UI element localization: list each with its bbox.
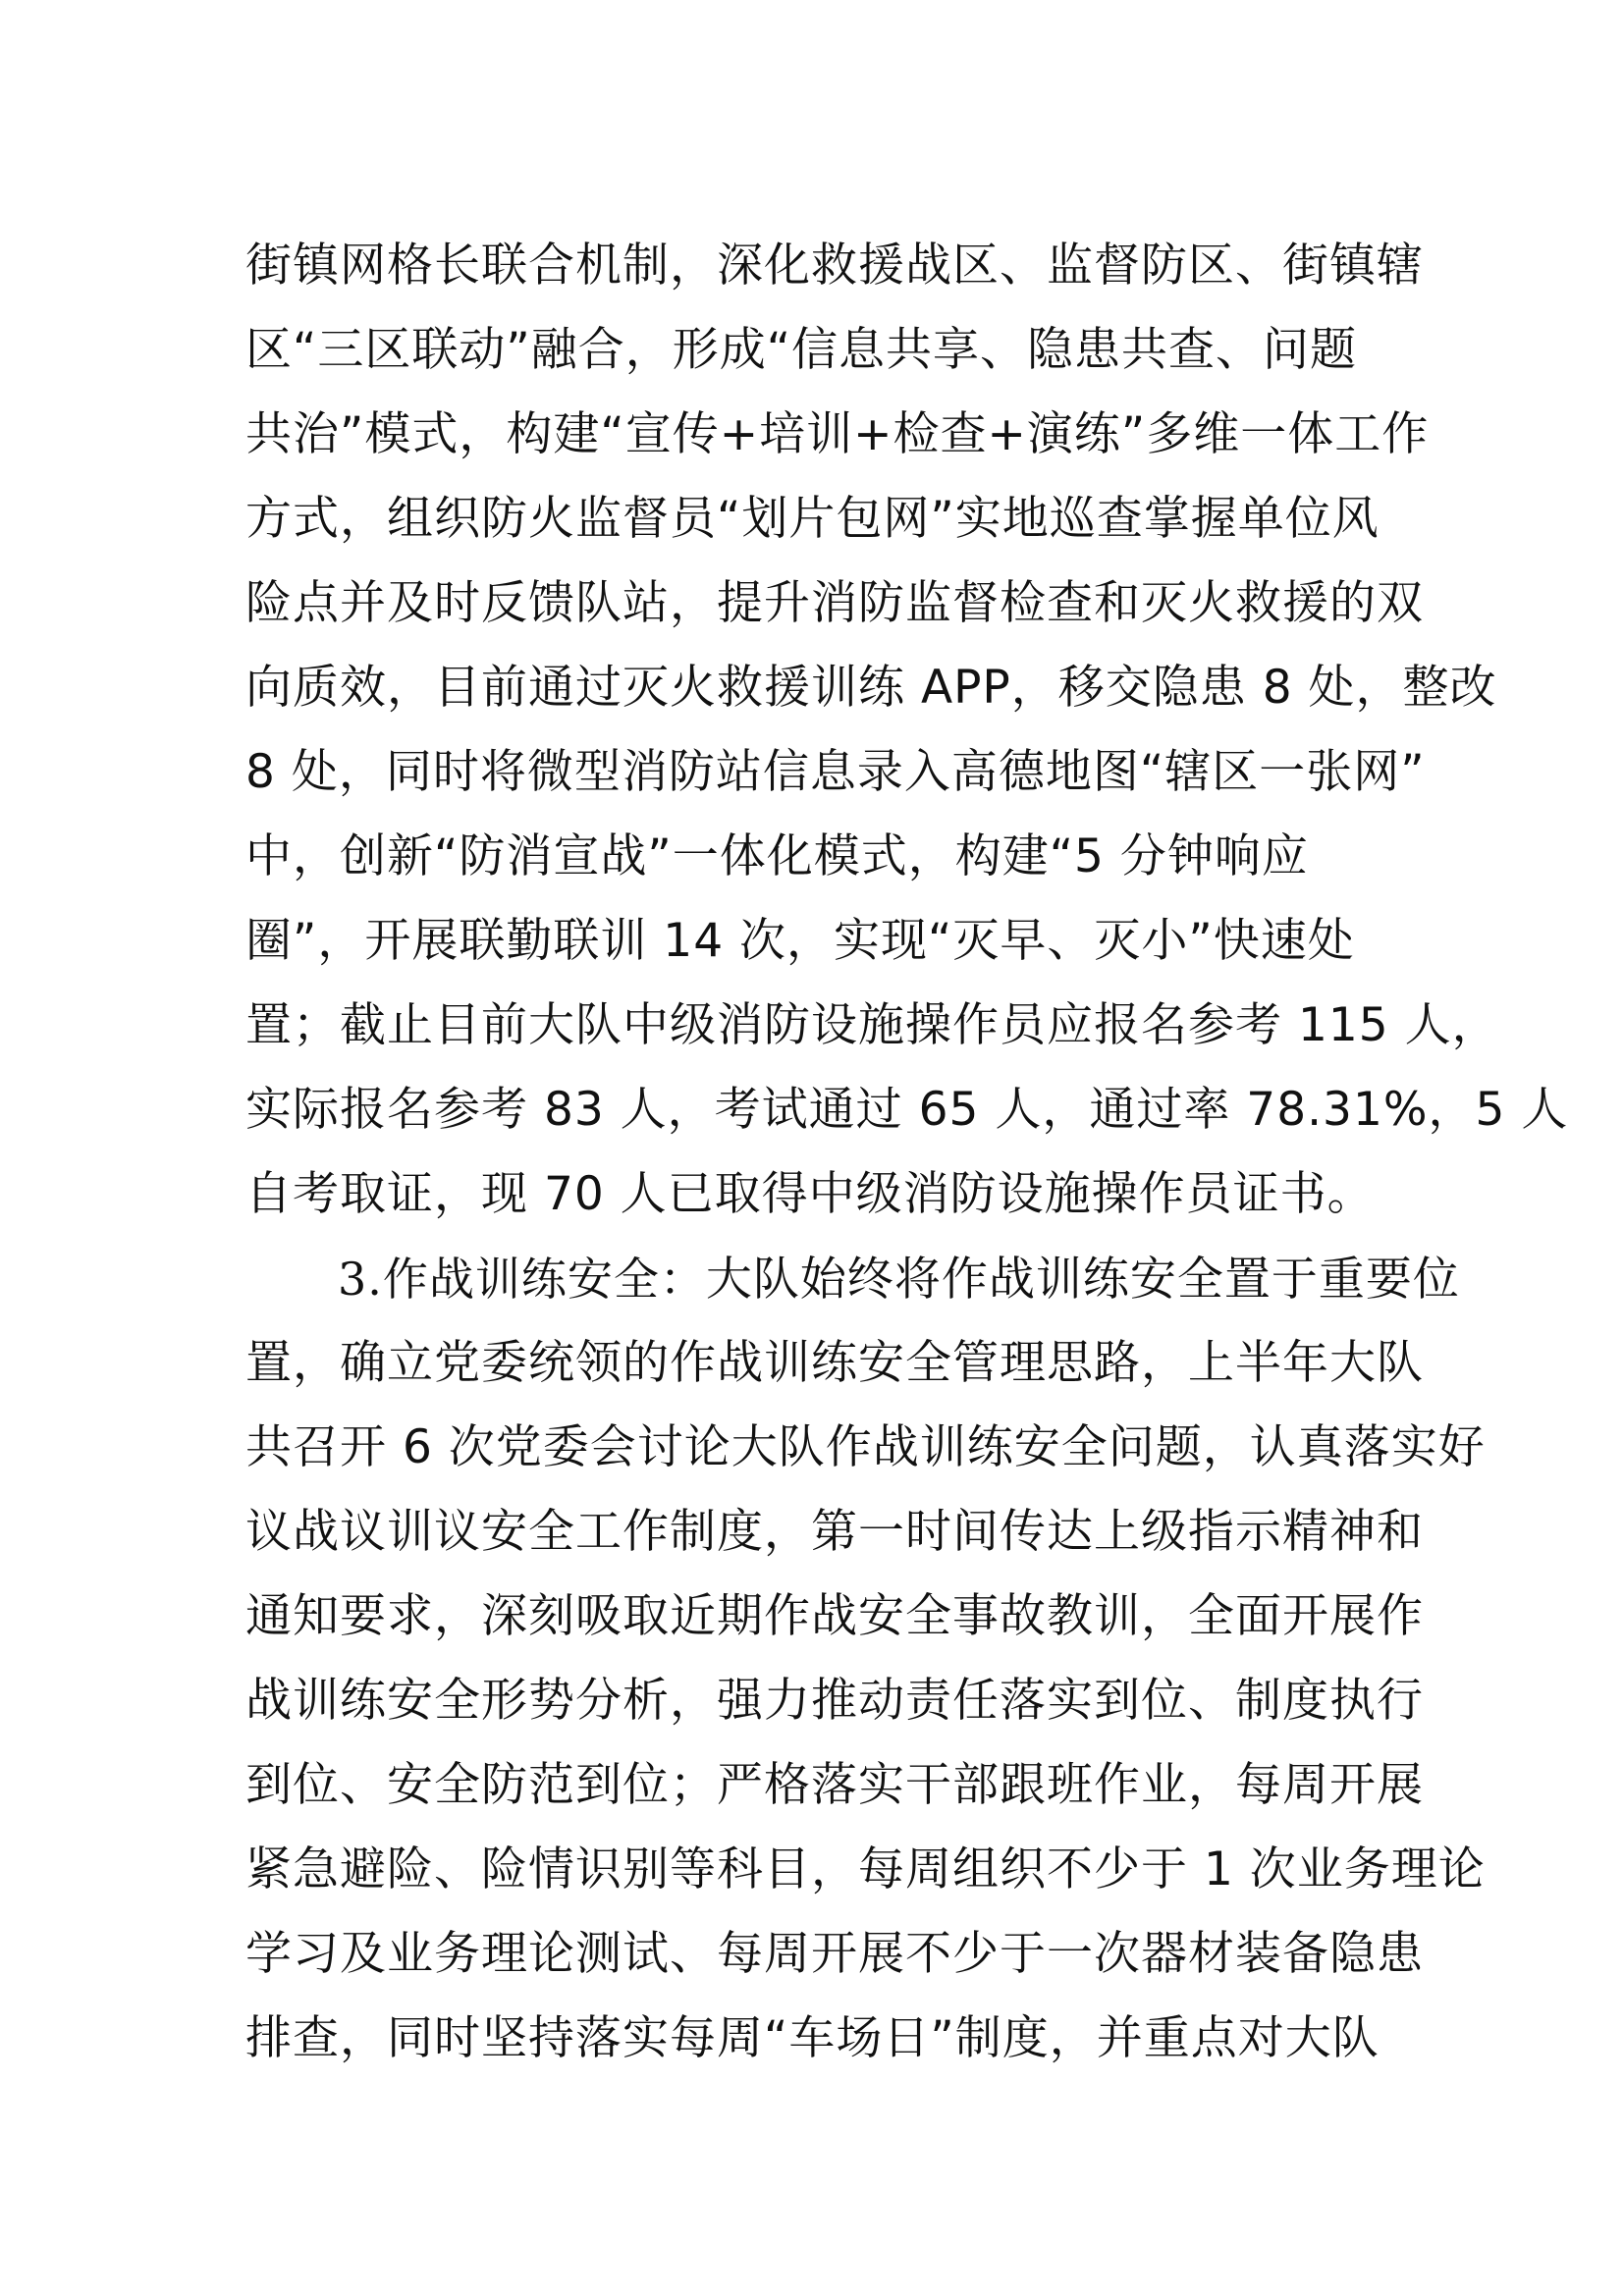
text-line: 8 处，同时将微型消防站信息录入高德地图“辖区一张网” — [245, 745, 1426, 799]
text-line: 置，确立党委统领的作战训练安全管理思路，上半年大队 — [245, 1336, 1424, 1390]
text-line: 方式，组织防火监督员“划片包网”实地巡查掌握单位风 — [245, 492, 1380, 546]
text-line: 共召开 6 次党委会讨论大队作战训练安全问题，认真落实好 — [245, 1420, 1486, 1474]
text-line: 战训练安全形势分析，强力推动责任落实到位、制度执行 — [245, 1674, 1424, 1728]
text-line: 圈”，开展联勤联训 14 次，实现“灭早、灭小”快速处 — [245, 914, 1355, 968]
text-line: 通知要求，深刻吸取近期作战安全事故教训，全面开展作 — [245, 1589, 1424, 1643]
text-line: 街镇网格长联合机制，深化救援战区、监督防区、街镇辖 — [245, 239, 1424, 293]
text-line: 区“三区联动”融合，形成“信息共享、隐患共查、问题 — [245, 323, 1358, 377]
text-line: 向质效，目前通过灭火救援训练 APP，移交隐患 8 处，整改 — [245, 661, 1497, 715]
text-line: 排查，同时坚持落实每周“车场日”制度，并重点对大队 — [245, 2011, 1380, 2065]
text-line: 实际报名参考 83 人，考试通过 65 人，通过率 78.31%，5 人 — [245, 1083, 1569, 1137]
text-line: 共治”模式，构建“宣传+培训+检查+演练”多维一体工作 — [245, 407, 1430, 461]
text-line: 险点并及时反馈队站，提升消防监督检查和灭火救援的双 — [245, 576, 1424, 630]
text-line: 置；截止目前大队中级消防设施操作员应报名参考 115 人， — [245, 998, 1499, 1052]
section-heading: 3.作战训练安全： — [338, 1253, 706, 1306]
text-line: 自考取证，现 70 人已取得中级消防设施操作员证书。 — [245, 1167, 1375, 1221]
text-line: 中，创新“防消宣战”一体化模式，构建“5 分钟响应 — [245, 829, 1309, 883]
text-line-first — [338, 1237, 1460, 1321]
text-line: 学习及业务理论测试、每周开展不少于一次器材装备隐患 — [245, 1927, 1424, 1981]
text-line: 到位、安全防范到位；严格落实干部跟班作业，每周开展 — [245, 1758, 1424, 1812]
text-line: 紧急避险、险情识别等科目，每周组织不少于 1 次业务理论 — [245, 1842, 1486, 1896]
text-line: 议战议训议安全工作制度，第一时间传达上级指示精神和 — [245, 1505, 1424, 1559]
text-run: 大队始终将作战训练安全置于重要位 — [705, 1253, 1460, 1307]
